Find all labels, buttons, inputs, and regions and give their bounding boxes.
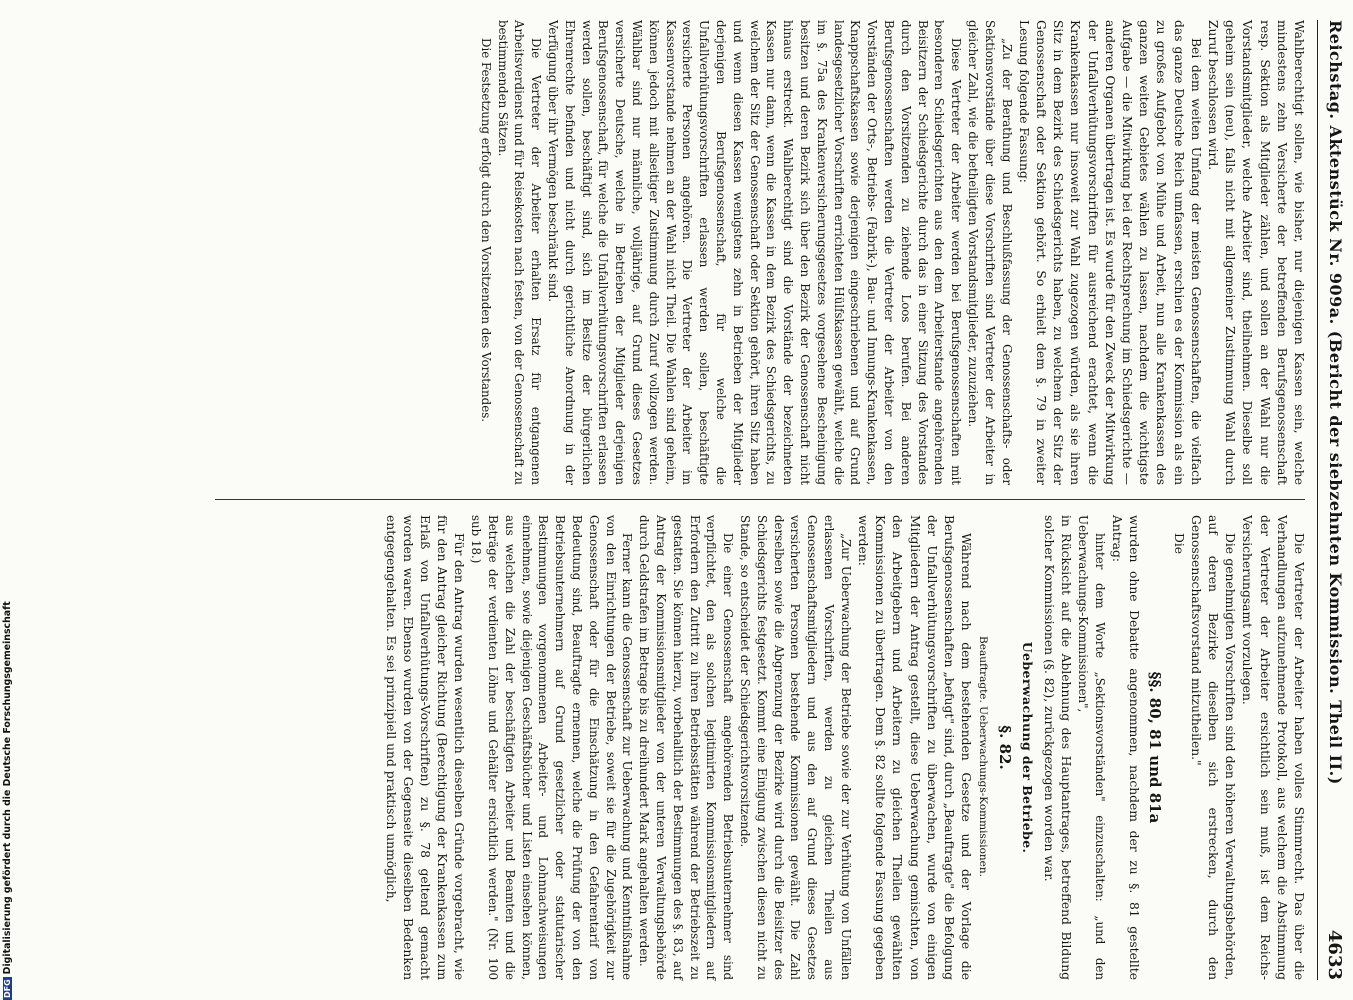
subsection-heading: Ueberwachung der Betriebe. [1019, 641, 1035, 854]
paragraph: Wahlberechtigt sollen, wie bisher, nur diejenigen Kassen sein, welche mindestens zehn Versicherte der betreffenden Berufsgenossenschaft resp. Sektion als Mitglieder zählen, und sollen an der Wahl nur die Vorstandsmitglieder, welche Arbeiter sind, theilnehmen. Dieselbe soll geheim sein (neu), falls nicht mit allgemeiner Zustimmung Wahl durch Zuruf beschlossen wird. [1205, 20, 1306, 485]
paragraph: wurden ohne Debatte angenommen, nachdem der zu §. 81 gestellte Antrag: [1109, 515, 1142, 980]
left-column [477, 20, 1307, 485]
quoted-paragraph: Die einer Genossenschaft angehörenden Betriebsunternehmer sind verpflichtet, den als solchen legitimirten Kommissionsmitgliedern auf Erfordern den Zutritt zu ihren Betriebsstätten während der Betriebszeit zu gestatten. Sie können hierzu, vorbehaltlich der Bestimmungen des §. 83, auf Antrag der Kommissionsmitglieder von der unteren Verwaltungsbehörde durch Geldstrafen im Betrage bis zu dreihundert Mark angehalten werden. [637, 515, 736, 980]
quoted-paragraph: „Zur Ueberwachung der Betriebe sowie der zur Verhütung von Unfällen erlassenen Vorschriften, werden zu gleichen Theilen aus Genossenschaftsmitgliedern und aus den auf Grund dieses Gesetzes versicherten Personen bestehende Kommissionen gewählt. Die Zahl derselben sowie die Abgrenzung der Bezirke wird durch die Beisitzer des Schiedsgerichts festgesetzt. Kommt eine Einigung zwischen diesen nicht zu Stande, so entscheidet der Schiedsgerichtsvorsitzende. [737, 515, 853, 980]
running-title: Reichstag. Aktenstück Nr. 909a. (Bericht der siebzehnten Kommission. Theil II.) [1326, 20, 1345, 785]
column-divider [215, 499, 1305, 500]
quoted-paragraph: Diese Vertreter der Arbeiter werden bei Berufsgenossenschaften mit besonderen Schiedsgerichten aus den dem Arbeiterstande angehörenden Beisitzern der Schiedsgerichte durch das in einer Sitzung des Vorstandes durch den Vorsitzenden zu ziehende Loos berufen. Bei anderen Berufsgenossenschaften werden die Vertreter der Arbeiter von den Vorständen der Orts-, Betriebs- (Fabrik-), Bau- und Innungs-Krankenkassen, Knappschaftskassen sowie derjenigen eingeschriebenen und auf Grund landesgesetzlicher Vorschriften errichteten Hülfskassen gewählt, welche die im §. 75a des Krankenversicherungsgesetzes vorgesehene Bescheinigung besitzen und deren Bezirk sich über den Bezirk der Genossenschaft nicht hinaus erstreckt. Wahlberechtigt sind die Vorstände der bezeichneten Kassen nur dann, wenn die Kassen in dem Bezirk des Schiedsgerichts, zu welchem der Sitz der Genossenschaft oder Sektion gehört, ihren Sitz haben und wenn diesen Kassen wenigstens zehn in Betrieben der Mitglieder derjenigen Berufsgenossenschaft, für welche die Unfallverhütungsvorschriften erlassen werden sollen, beschäftigte versicherte Personen angehören. Die Vertreter der Arbeiter im Kassenvorstande nehmen an der Wahl nicht Theil. Die Wahlen sind geheim, können jedoch mit allseitiger Zustimmung durch Zuruf vollzogen werden. Wählbar sind nur männliche, volljährige, auf Grund dieses Gesetzes versicherte Deutsche, welche in Betrieben der Mitglieder derjenigen Berufsgenossenschaft, für welche die Unfallverhütungsvorschriften erlassen werden sollen, beschäftigt sind, sich im Besitze der bürgerlichen Ehrenrechte befinden und nicht durch gerichtliche Anordnung in der Verfügung über ihr Vermögen beschränkt sind. [546, 20, 964, 485]
paragraph-prefix: Die [1171, 533, 1186, 555]
quoted-paragraph: Die Festsetzung erfolgt durch den Vorsitzenden des Vorstandes. [478, 38, 493, 422]
quoted-paragraph: „Zu der Berathung und Beschlußfassung der Genossenschafts- oder Sektionsvorstände über diese Vorschriften sind Vertreter der Arbeiter in gleicher Zahl, wie die betheiligten Vorstandsmitglieder, zuzuziehen. [965, 20, 1014, 485]
right-column [381, 515, 1307, 980]
page-content [0, 20, 1353, 980]
credit-text: Digitalisierung gefördert durch die Deutsche Forschungsgemeinschaft [2, 601, 13, 975]
paragraph: Während nach dem bestehenden Gesetze und der Vorlage die Berufsgenossenschaften „befugt" sind, durch „Beauftragte" die Befolgung der Unfallverhütungsvorschriften zu überwachen, wurde von einigen Mitgliedern der Antrag gestellt, diese Ueberwachung gemischten, von den Arbeitgebern und Arbeitern zu gleichen Theilen gewählten Kommissionen zu übertragen. Dem §. 82 sollte folgende Fassung gegeben werden: [855, 515, 974, 980]
quoted-paragraph: hinter dem Worte „Sektionsvorständen" einzuschalten: „und den Ueberwachungs-Kommissionen", [1075, 515, 1107, 980]
paragraph [1169, 515, 1186, 980]
page-header [1317, 20, 1351, 980]
page-number: 4633 [1324, 929, 1345, 980]
quoted-paragraph: Ferner kann die Genossenschaft zur Ueberwachung und Kenntnißnahme von den Einrichtungen der Betriebe, soweit sie für die Zugehörigkeit zur Genossenschaft oder für die Einschätzung in den Gefahrentarif von Bedeutung sind, Beauftragte ernennen, welche die Prüfung der von den Betriebsunternehmern auf Grund gesetzlicher oder statutarischer Bestimmungen vorgenommenen Arbeiter- und Lohnnachweisungen einnehmen, sowie diejenigen Geschäftsbücher und Listen einsehen können, aus welchen die Zahl der beschäftigten Arbeiter und Beamten und die Beträge der verdienten Löhne und Gehälter ersichtlich werden." (Nr. 100 sub 18.) [469, 515, 635, 980]
paragraph: Für den Antrag wurden wesentlich dieselben Gründe vorgebracht, wie für den Antrag gleicher Richtung (Berechtigung der Krankenkassen zum Erlaß von Unfallverhütungs-Vorschriften) zu §. 78 geltend gemacht worden waren. Ebenso wurden von der Gegenseite dieselben Bedenken entgegengehalten. Es sei prinzipiell und praktisch unmöglich, [383, 515, 467, 980]
paragraph: Bei dem weiten Umfang der meisten Genossenschaften, die vielfach das ganze Deutsche Reich umfassen, erschien es der Kommission als ein zu großes Aufgebot von Mühe und Arbeit, nun alle Krankenkassen des ganzen weiten Gebietes wählen zu lassen, nachdem die wichtigste Aufgabe — die Mitwirkung bei der Rechtsprechung im Schiedsgerichte — anderen Organen übertragen ist. Es wurde für den Zweck der Mitwirkung der Unfallverhütungsvorschriften für ausreichend erachtet, wenn die Krankenkassen nur insoweit zur Wahl zugezogen würden, als sie ihren Sitz in dem Bezirk des Schiedsgerichts haben, zu welchem der Sitz der Genossenschaft oder Sektion gehört. So erhielt dem §. 79 in zweiter Lesung folgende Fassung: [1016, 20, 1203, 485]
paragraph: in Rücksicht auf die Ablehnung des Hauptantrages, betreffend Bildung solcher Kommissionen (§. 82), zurückgezogen worden war. [1041, 515, 1074, 980]
paragraph: Die genehmigten Vorschriften sind den höheren Verwaltungsbehörden, auf deren Bezirke dieselben sich erstrecken, durch den Genossenschaftsvorstand mitzutheilen." [1188, 515, 1238, 980]
digitization-credit [2, 600, 14, 1000]
header-rule [1317, 20, 1318, 980]
paragraph: Die Vertreter der Arbeiter haben volles Stimmrecht. Das über die Verhandlungen aufzunehmende Protokoll, aus welchem die Abstimmung der Vertreter der Arbeiter ersichtlich sein muß, ist dem Reichs-Versicherungsamt vorzulegen. [1240, 515, 1306, 980]
margin-note: Beauftragte. Ueberwachungs-Kommissionen. [977, 636, 990, 877]
quoted-paragraph: Die Vertreter der Arbeiter erhalten Ersatz für entgangenen Arbeitsverdienst und für Reisekosten nach festen, von der Genossenschaft zu bestimmenden Sätzen. [495, 20, 544, 485]
dfg-logo: DFG [3, 979, 12, 998]
section-heading: §§. 80, 81 und 81a [1146, 671, 1165, 824]
section-heading: §. 82. [995, 725, 1014, 770]
